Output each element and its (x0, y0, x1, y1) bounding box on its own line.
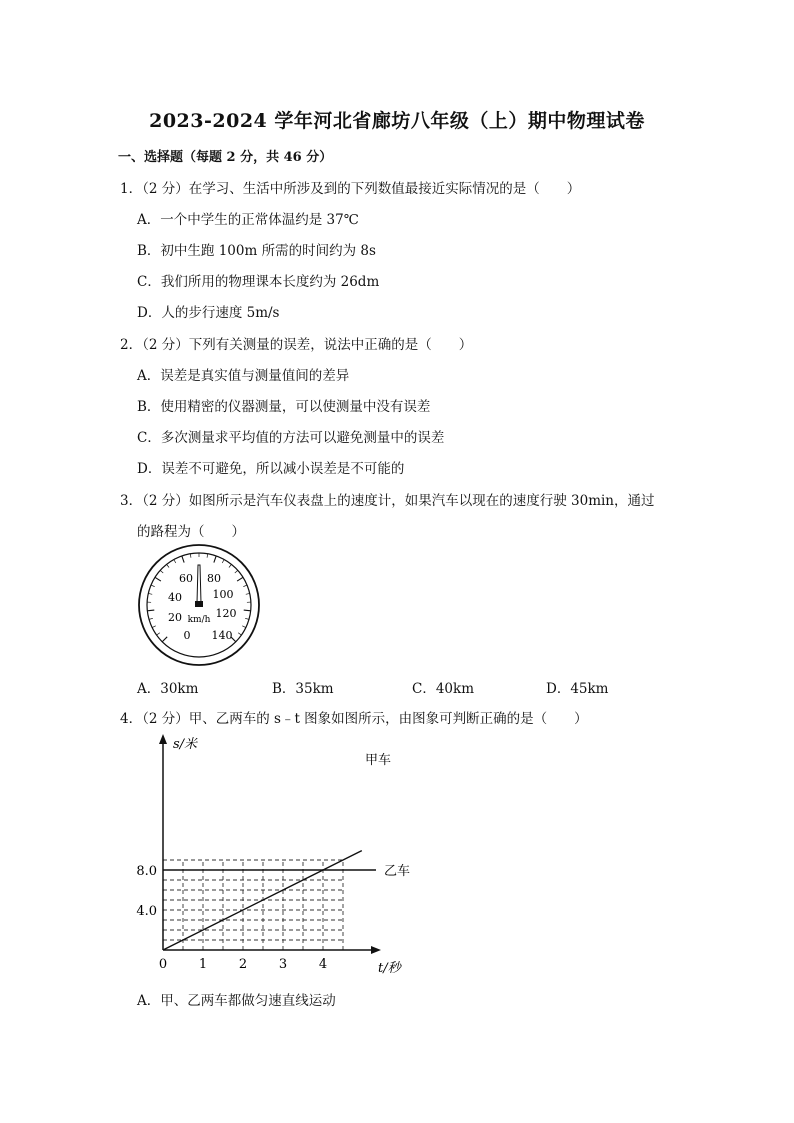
dial-tick (174, 559, 176, 563)
question-2-option-c: C．多次测量求平均值的方法可以避免测量中的误差 (137, 430, 445, 446)
series-label-jia: 甲车 (365, 753, 392, 768)
dial-tick (222, 559, 224, 563)
question-1-option-b: B．初中生跑 100m 所需的时间约为 8s (137, 243, 376, 259)
question-3-prompt-line-1: 3．（2 分）如图所示是汽车仪表盘上的速度计，如果汽车以现在的速度行驶 30min，通过 (120, 493, 655, 509)
dial-tick (214, 556, 216, 563)
dial-tick (229, 564, 231, 567)
question-3-option-b: B．35km (272, 681, 334, 697)
y-tick-label-8: 8.0 (136, 864, 157, 879)
dial-tick (167, 564, 169, 567)
dial-label-0: 0 (183, 629, 191, 642)
speedometer-needle-hub (195, 601, 203, 607)
dial-tick (155, 577, 161, 581)
x-tick-label-1: 1 (198, 957, 208, 972)
question-3-option-c: C．40km (412, 681, 474, 697)
dial-tick (243, 585, 247, 587)
speedometer-figure (137, 543, 262, 668)
dial-tick (149, 618, 153, 619)
question-3-option-a: A．30km (137, 681, 199, 697)
dial-tick (152, 626, 156, 628)
x-tick-label-4: 4 (318, 957, 328, 972)
question-4-option-a: A．甲、乙两车都做匀速直线运动 (137, 993, 336, 1009)
question-4-prompt: 4．（2 分）甲、乙两车的 s﹣t 图象如图所示，由图象可判断正确的是（ ） (120, 711, 588, 727)
dial-label-40: 40 (168, 591, 182, 604)
dial-tick (246, 593, 250, 594)
question-2-option-d: D．误差不可避免，所以减小误差是不可能的 (137, 461, 405, 477)
dial-tick (151, 585, 155, 587)
series-label-yi: 乙车 (384, 864, 411, 879)
dial-tick (207, 554, 208, 558)
question-1-option-a: A．一个中学生的正常体温约是 37℃ (137, 212, 359, 228)
question-1-option-c: C．我们所用的物理课本长度约为 26dm (137, 274, 380, 290)
dial-tick (147, 610, 154, 611)
question-3-option-d: D．45km (546, 681, 609, 697)
dial-label-80: 80 (207, 572, 221, 585)
dial-label-20: 20 (168, 611, 182, 624)
question-2-option-b: B．使用精密的仪器测量，可以使测量中没有误差 (137, 399, 431, 415)
dial-tick (244, 610, 251, 611)
dial-tick (162, 637, 167, 642)
dial-tick (190, 554, 191, 558)
dial-label-140: 140 (211, 629, 233, 642)
dial-tick (238, 633, 241, 635)
dial-label-100: 100 (212, 588, 234, 601)
question-2-option-a: A．误差是真实值与测量值间的差异 (137, 368, 350, 384)
speedometer-needle (197, 565, 201, 603)
x-tick-label-0: 0 (158, 957, 168, 972)
y-axis-arrow (159, 734, 167, 744)
chart-axes (159, 734, 381, 954)
x-axis-arrow (371, 946, 381, 954)
page-title: 2023-2024 学年河北省廊坊八年级（上）期中物理试卷 (149, 110, 645, 132)
question-1-option-d: D．人的步行速度 5m/s (137, 305, 280, 321)
question-3-prompt-line-2: 的路程为（ ） (137, 524, 245, 540)
dial-tick (148, 593, 152, 594)
y-tick-label-4: 4.0 (136, 904, 157, 919)
dial-tick (157, 633, 160, 635)
dial-tick (160, 570, 163, 573)
dial-tick (182, 556, 184, 563)
st-graph (128, 728, 418, 980)
x-axis-label: t/秒 (378, 961, 401, 976)
x-tick-label-2: 2 (238, 957, 248, 972)
speedometer-unit-label: km/h (187, 615, 211, 625)
dial-tick (235, 570, 238, 573)
question-2-prompt: 2．（2 分）下列有关测量的误差，说法中正确的是（ ） (120, 337, 473, 353)
dial-label-120: 120 (215, 607, 237, 620)
section-heading: 一、选择题（每题 2 分，共 46 分） (118, 150, 333, 165)
dial-tick (245, 618, 249, 619)
question-1-prompt: 1．（2 分）在学习、生活中所涉及到的下列数值最接近实际情况的是（ ） (120, 181, 581, 197)
dial-label-60: 60 (179, 572, 193, 585)
x-tick-label-3: 3 (278, 957, 288, 972)
y-axis-label: s/米 (173, 737, 198, 752)
dial-tick (242, 626, 246, 628)
dial-tick (237, 577, 243, 581)
